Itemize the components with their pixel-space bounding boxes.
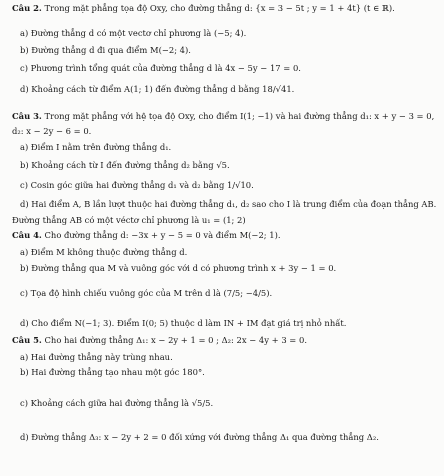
question-text: Cho hai đường thẳng Δ₁: x − 2y + 1 = 0 ; Δ₂: 2x − 4y + 3 = 0. bbox=[44, 335, 307, 345]
statement-text: b) Hai đường thẳng tạo nhau một góc 180°. bbox=[20, 367, 205, 377]
question-4-stem bbox=[12, 230, 281, 241]
question-label: Câu 5. bbox=[12, 335, 42, 345]
statement-text: c) Tọa độ hình chiếu vuông góc của M trên d là (7/5; −4/5). bbox=[20, 288, 273, 298]
statement-text: c) Khoảng cách giữa hai đường thẳng là √5/5. bbox=[20, 398, 214, 408]
statement-text: a) Điểm M không thuộc đường thẳng d. bbox=[20, 247, 188, 257]
question-label: Câu 3. bbox=[12, 111, 42, 121]
question-label: Câu 4. bbox=[12, 230, 42, 240]
statement-text: b) Đường thẳng qua M và vuông góc với d có phương trình x + 3y − 1 = 0. bbox=[20, 263, 337, 273]
statement-text: a) Hai đường thẳng này trùng nhau. bbox=[20, 352, 173, 362]
statement-text: a) Đường thẳng d có một vectơ chỉ phương là (−5; 4). bbox=[20, 28, 247, 38]
statement-text: d) Đường thẳng Δ₃: x − 2y + 2 = 0 đối xứng với đường thẳng Δ₁ qua đường thẳng Δ₂. bbox=[20, 432, 379, 442]
statement-text: a) Điểm I nằm trên đường thẳng d₁. bbox=[20, 142, 172, 152]
statement-text: d) Khoảng cách từ điểm A(1; 1) đến đường thẳng d bằng 18/√41. bbox=[20, 84, 295, 94]
question-3-stem bbox=[12, 111, 434, 122]
statement-text: b) Đường thẳng d đi qua điểm M(−2; 4). bbox=[20, 45, 191, 55]
question-2-stem bbox=[12, 3, 395, 14]
statement-text: d) Cho điểm N(−1; 3). Điểm I(0; 5) thuộc d làm IN + IM đạt giá trị nhỏ nhất. bbox=[20, 318, 347, 328]
question-text: Trong mặt phẳng tọa độ Oxy, cho đường thẳng d: {x = 3 − 5t ; y = 1 + 4t} (t ∈ ℝ). bbox=[44, 3, 395, 13]
question-label: Câu 2. bbox=[12, 3, 42, 13]
statement-text: d) Hai điểm A, B lần lượt thuộc hai đường thẳng d₁, d₂ sao cho I là trung điểm của đoạn thẳng AB. bbox=[20, 199, 437, 209]
question-text: Trong mặt phẳng với hệ tọa độ Oxy, cho điểm I(1; −1) và hai đường thẳng d₁: x + y − 3 = 0, bbox=[44, 111, 435, 121]
statement-text: c) Phương trình tổng quát của đường thẳng d là 4x − 5y − 17 = 0. bbox=[20, 63, 301, 73]
question-text: Cho đường thẳng d: −3x + y − 5 = 0 và điểm M(−2; 1). bbox=[44, 230, 281, 240]
statement-text: c) Cosin góc giữa hai đường thẳng d₁ và d₂ bằng 1/√10. bbox=[20, 180, 254, 190]
question-text: Đường thẳng AB có một véctơ chỉ phương là u₁ = (1; 2) bbox=[12, 215, 246, 225]
statement-text: b) Khoảng cách từ I đến đường thẳng d₂ bằng √5. bbox=[20, 160, 230, 170]
question-5-stem bbox=[12, 335, 307, 346]
question-text: d₂: x − 2y − 6 = 0. bbox=[12, 126, 92, 136]
